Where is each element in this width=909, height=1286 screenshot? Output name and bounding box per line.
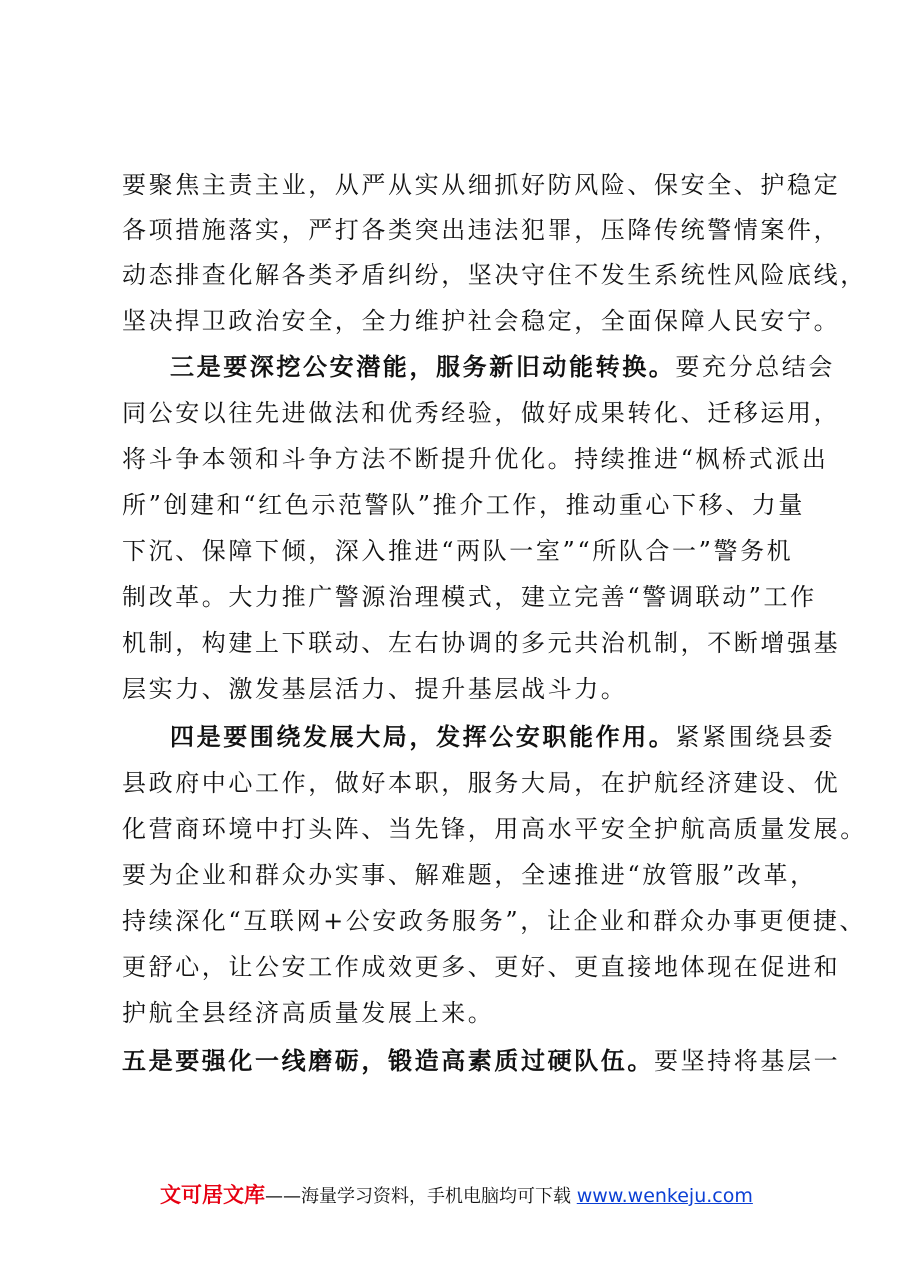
paragraph-line: 要为企业和群众办实事、解难题，全速推进“放管服”改革，: [122, 861, 817, 889]
paragraph-line: 四是要围绕发展大局，发挥公安职能作用。紧紧围绕县委: [170, 723, 836, 751]
paragraph-line: 化营商环境中打头阵、当先锋，用高水平安全护航高质量发展。: [122, 815, 867, 843]
paragraph-line: 更舒心，让公安工作成效更多、更好、更直接地体现在促进和: [122, 953, 841, 981]
paragraph-line: 动态排查化解各类矛盾纠纷，坚决守住不发生系统性风险底线，: [122, 261, 867, 289]
brand-name: 文可居文库: [160, 1183, 265, 1207]
paragraph-line: 县政府中心工作，做好本职，服务大局，在护航经济建设、优: [122, 769, 841, 797]
website-link[interactable]: www.wenkeju.com: [576, 1185, 753, 1207]
footer-tagline: ——海量学习资料，手机电脑均可下载: [265, 1186, 571, 1207]
paragraph-line: 层实力、激发基层活力、提升基层战斗力。: [122, 675, 628, 703]
paragraph-line: 五是要强化一线磨砺，锻造高素质过硬队伍。要坚持将基层一: [122, 1047, 841, 1075]
paragraph-line: 制改革。大力推广警源治理模式，建立完善“警调联动”工作: [122, 583, 817, 611]
paragraph-line: 将斗争本领和斗争方法不断提升优化。持续推进“枫桥式派出: [122, 445, 829, 473]
paragraph-line: 同公安以往先进做法和优秀经验，做好成果转化、迁移运用，: [122, 399, 841, 427]
paragraph-line: 三是要深挖公安潜能，服务新旧动能转换。要充分总结会: [170, 353, 836, 381]
paragraph-line: 坚决捍卫政治安全，全力维护社会稳定，全面保障人民安宁。: [122, 307, 841, 335]
paragraph-line: 所”创建和“红色示范警队”推介工作，推动重心下移、力量: [122, 491, 806, 519]
section-heading: 四是要围绕发展大局，发挥公安职能作用。: [170, 723, 676, 751]
paragraph-line: 持续深化“互联网+公安政务服务”，让企业和群众办事更便捷、: [122, 907, 867, 935]
section-heading: 三是要深挖公安潜能，服务新旧动能转换。: [170, 353, 676, 381]
paragraph-line: 要聚焦主责主业，从严从实从细抓好防风险、保安全、护稳定: [122, 171, 841, 199]
paragraph-line: 各项措施落实，严打各类突出违法犯罪，压降传统警情案件，: [122, 216, 841, 244]
section-heading: 五是要强化一线磨砺，锻造高素质过硬队伍。: [122, 1047, 654, 1075]
footer-banner: [160, 1181, 753, 1211]
paragraph-line: 下沉、保障下倾，深入推进“两队一室”“所队合一”警务机: [122, 537, 794, 565]
paragraph-line: 护航全县经济高质量发展上来。: [122, 999, 495, 1027]
paragraph-line: 机制，构建上下联动、左右协调的多元共治机制，不断增强基: [122, 629, 841, 657]
